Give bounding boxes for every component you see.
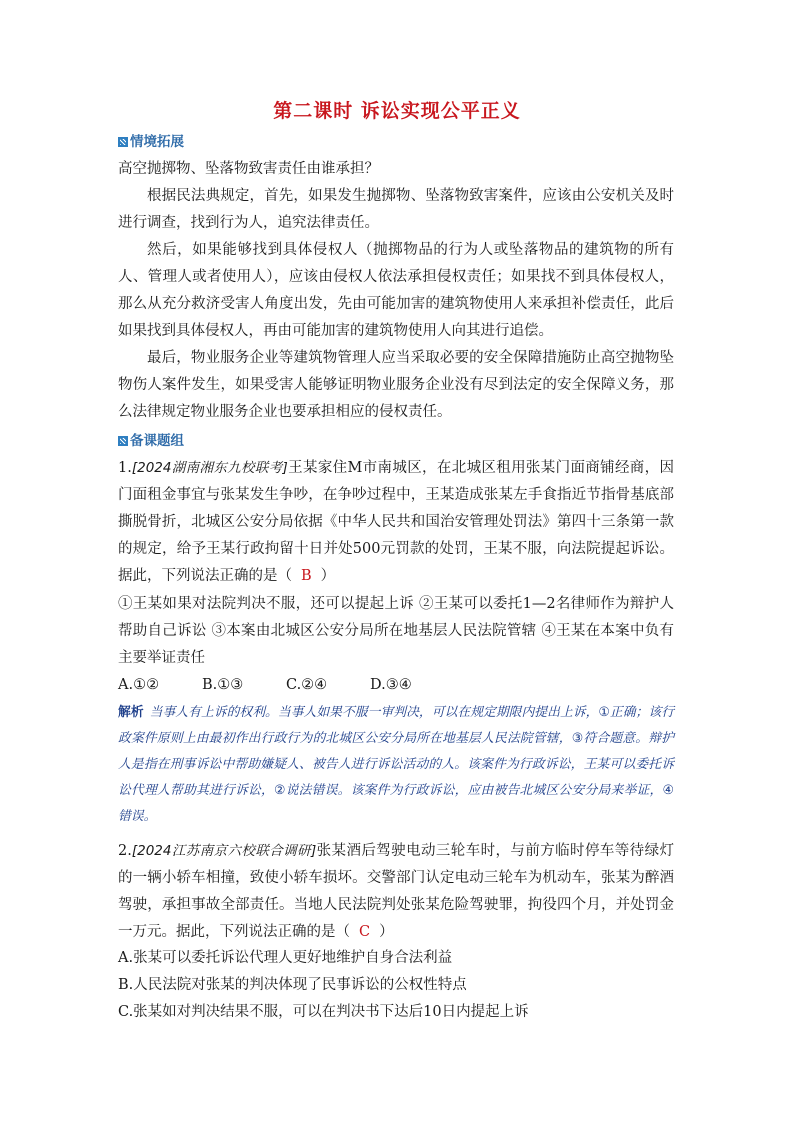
option-b: B.①③ [202,677,244,693]
section-marker-icon [118,436,128,446]
question-2-option-a: A.张某可以委托诉讼代理人更好地维护自身合法利益 [118,950,453,966]
question-close-paren: ） [379,924,394,940]
question-2-option-c: C.张某如对判决结果不服，可以在判决书下达后10日内提起上诉 [118,1004,529,1020]
question-number: 2. [118,843,132,859]
analysis-label: 解析 [118,705,144,720]
answer-mark: B [301,568,312,584]
section-heading-label: 备课题组 [130,433,184,449]
question-2-option-b: B.人民法院对张某的判决体现了民事诉讼的公权性特点 [118,977,467,993]
analysis-text: 当事人有上诉的权利。当事人如果不服一审判决，可以在规定期限内提出上诉，①正确；该行政案件原则上由最初作出行政行为的北城区公安分局所在地基层人民法院管辖，③符合题意。辩护人是指在刑事诉讼中帮助嫌疑人、被告人进行诉讼活动的人。该案件为行政诉讼，王某可以委托诉讼代理人帮助其进行诉讼，②说法错误。该案件为行政诉讼，应由被告北城区公安分局来举证，④错误。 [118,705,675,824]
option-d: D.③④ [370,677,412,693]
question-text: 王某家住M市南城区，在北城区租用张某门面商铺经商，因门面租金事宜与张某发生争吵，在争吵过程中，王某造成张某左手食指近节指骨基底部撕脱骨折，北城区公安分局依据《中华人民共和国治安管理处罚法》第四十三条第一款的规定，给予王某行政拘留十日并处500元罚款的处罚，王某不服，向法院提起诉讼。据此，下列说法正确的是（ [118,460,674,584]
answer-mark: C [359,924,371,940]
section-marker-icon [118,137,128,147]
option-c: C.②④ [286,677,328,693]
question-number: 1. [118,460,132,476]
question-source: [2024湖南湘东九校联考] [131,460,288,476]
page-title: 第二课时 诉讼实现公平正义 [273,100,521,122]
question-close-paren: ） [320,568,336,584]
question-2-stem [118,838,674,946]
option-a: A.①② [118,677,160,693]
scenario-paragraph-3: 最后，物业服务企业等建筑物管理人应当采取必要的安全保障措施防止高空抛物坠物伤人案件发生，如果受害人能够证明物业服务企业没有尽到法定的安全保障义务，那么法律规定物业服务企业也要承担相应的侵权责任。 [118,350,674,420]
section-heading-label: 情境拓展 [130,134,184,150]
scenario-paragraph-1: 根据民法典规定，首先，如果发生抛掷物、坠落物致害案件，应该由公安机关及时进行调查，找到行为人，追究法律责任。 [118,188,674,231]
question-source: [2024江苏南京六校联合调研] [131,843,317,859]
question-1-statements: ①王某如果对法院判决不服，还可以提起上诉 ②王某可以委托1—2名律师作为辩护人帮助自己诉讼 ③本案由北城区公安分局所在地基层人民法院管辖 ④王某在本案中负有主要举证责任 [118,596,674,666]
section-heading-exercises [118,432,184,450]
question-1-stem [118,455,674,590]
question-1-options [118,672,454,699]
section-heading-scenario [118,133,184,151]
question-text: 张某酒后驾驶电动三轮车时，与前方临时停车等待绿灯的一辆小轿车相撞，致使小轿车损坏。交警部门认定电动三轮车为机动车，张某为醉酒驾驶，承担事故全部责任。当地人民法院判处张某危险驾驶罪，拘役四个月，并处罚金一万元。据此，下列说法正确的是（ [118,843,674,940]
scenario-question: 高空抛掷物、坠落物致害责任由谁承担？ [118,161,379,177]
scenario-paragraph-2: 然后，如果能够找到具体侵权人（抛掷物品的行为人或坠落物品的建筑物的所有人、管理人或者使用人），应该由侵权人依法承担侵权责任；如果找不到具体侵权人，那么从充分救济受害人角度出发，先由可能加害的建筑物使用人来承担补偿责任，此后如果找到具体侵权人，再由可能加害的建筑物使用人向其进行追偿。 [118,242,674,339]
question-1-analysis [118,700,674,830]
